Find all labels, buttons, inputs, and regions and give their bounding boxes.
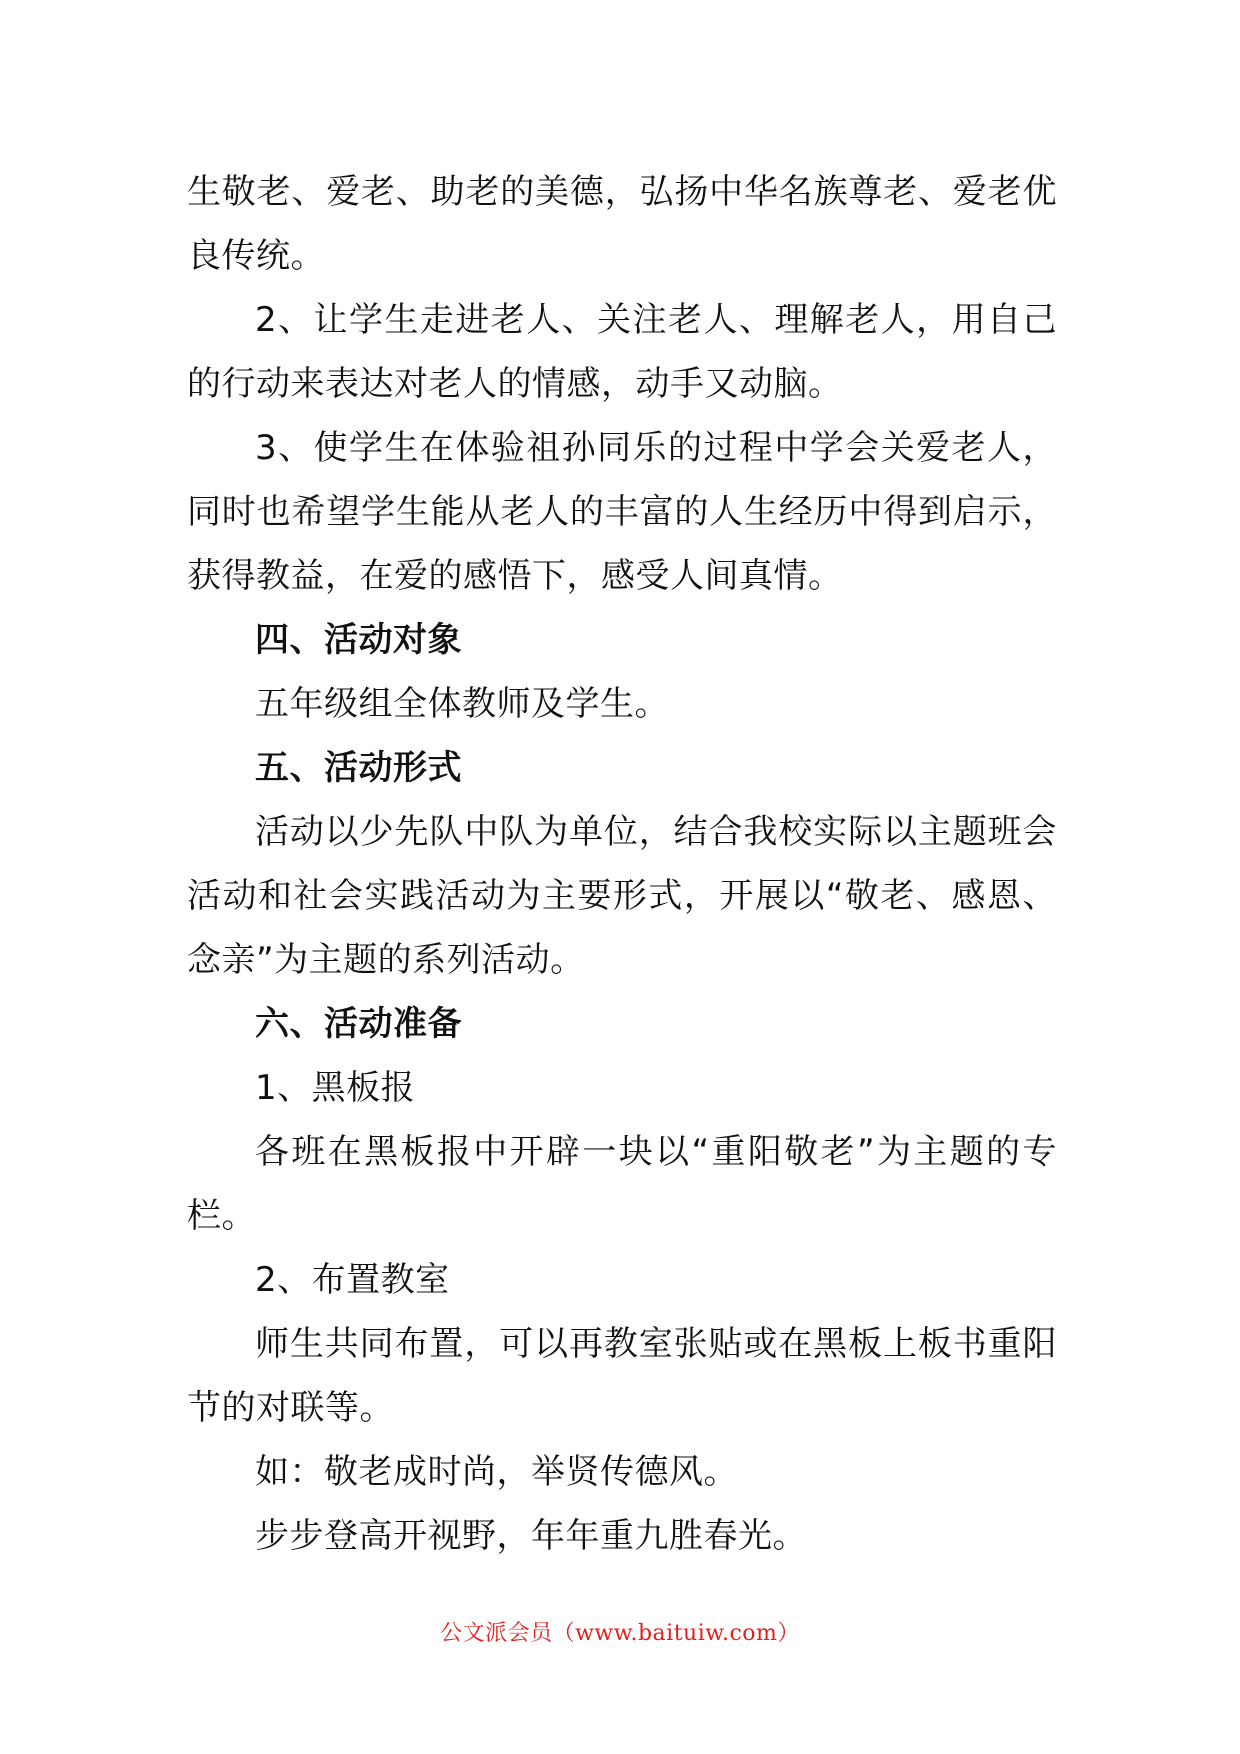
couplet-line-1: 如：敬老成时尚，举贤传德风。	[255, 1452, 738, 1492]
paragraph-goal-3: 3、使学生在体验祖孙同乐的过程中学会关爱老人，同时也希望学生能从老人的丰富的人生经历中得到启示，获得教益，在爱的感悟下，感受人间真情。	[187, 428, 1057, 596]
paragraph-goal-2: 2、让学生走进老人、关注老人、理解老人，用自己的行动来表达对老人的情感，动手又动脑。	[187, 300, 1057, 404]
footer-watermark: 公文派会员（www.baituiw.com）	[440, 1621, 800, 1646]
paragraph-format: 活动以少先队中队为单位，结合我校实际以主题班会活动和社会实践活动为主要形式，开展以“敬老、感恩、念亲”为主题的系列活动。	[187, 812, 1057, 980]
subheading-blackboard: 1、黑板报	[255, 1068, 416, 1108]
paragraph-blackboard: 各班在黑板报中开辟一块以“重阳敬老”为主题的专栏。	[187, 1132, 1057, 1236]
subheading-classroom: 2、布置教室	[255, 1260, 450, 1300]
couplet-line-2: 步步登高开视野，年年重九胜春光。	[255, 1516, 807, 1556]
paragraph-classroom: 师生共同布置，可以再教室张贴或在黑板上板书重阳节的对联等。	[187, 1324, 1057, 1428]
paragraph-continuation: 生敬老、爱老、助老的美德，弘扬中华名族尊老、爱老优良传统。	[187, 172, 1057, 276]
section-heading-format: 五、活动形式	[255, 748, 462, 788]
document-body	[187, 160, 1057, 1568]
section-heading-preparation: 六、活动准备	[255, 1004, 462, 1044]
paragraph-targets: 五年级组全体教师及学生。	[255, 684, 669, 724]
section-heading-targets: 四、活动对象	[255, 620, 462, 660]
